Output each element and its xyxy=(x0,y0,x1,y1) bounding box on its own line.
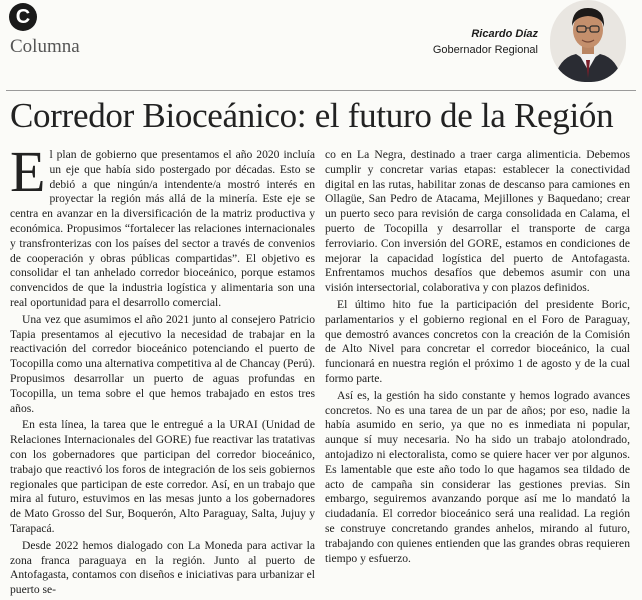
author-role: Gobernador Regional xyxy=(432,44,538,56)
column-logo-badge xyxy=(9,3,37,31)
article-column-right xyxy=(325,148,630,568)
article-paragraph: co en La Negra, destinado a traer carga alimenticia. Debemos cumplir y concretar varias etapas: establecer la conectividad digital en las rutas, habilitar zonas de descanso para camiones en Ollagüe, San Pedro de Atacama, Mejillones y Baquedano; crear un puerto seco para revisión de carga consolidada en Calama, el puerto de Tocopilla y desarrollar el transporte de carga ferroviario. Con inversión del GORE, estamos en condiciones de mejorar la capacidad logística del puerto de Antofagasta. Enfrentamos muchos desafíos que debemos asumir con una visión intersectorial, colaborativa y con plazos definidos. xyxy=(325,148,630,295)
article-paragraph xyxy=(10,139,315,311)
article-paragraph: Así es, la gestión ha sido constante y hemos logrado avances concretos. No es una tarea de un par de años; por eso, nadie la había asumido en serio, ya que no es inmediata ni popular, aunque sí muy necesaria. No ha sido un trabajo atolondrado, antojadizo ni electoralista, como se quiere hacer ver por algunos. Es lamentable que este año todo lo que hagamos sea tildado de acto de campaña sin considerar las gestiones previas. Sin embargo, seguiremos avanzando porque así me lo mandató la ciudadanía. El corredor bioceánico será una realidad. La región se construye concretando grandes anhelos, mirando al futuro, trabajando con quienes entienden que las grandes obras requieren tiempo y esfuerzo. xyxy=(325,388,630,565)
drop-cap: E xyxy=(10,139,46,204)
paragraph-text: l plan de gobierno que presentamos el año 2020 incluía un eje que había sido postergado por décadas. Esto se debió a que ningún/a intendente/a mostró interés en proyectar la región más allá de la minería. Este eje se centra en avanzar en la diversificación de la matriz productiva y económica. Propusimos “fortalecer las relaciones internacionales y transfronterizas con los países del sector a través de convenios de cooperación y obras públicas compartidas”. El objetivo es consolidar el tan anhelado corredor bioceánico, porque estamos convencidos de que la industria logística y alimentaria son una real oportunidad para el desarrollo comercial. xyxy=(10,148,315,309)
header-divider xyxy=(6,90,636,91)
section-label: Columna xyxy=(10,36,80,57)
author-name: Ricardo Díaz xyxy=(471,28,538,40)
article-headline: Corredor Bioceánico: el futuro de la Región xyxy=(10,96,614,135)
article-paragraph: En esta línea, la tarea que le entregué a la URAI (Unidad de Relaciones Internacionales del GORE) fue reactivar las tratativas con los gobernadores que participan del corredor bioceánico, trabajo que reactivó los foros de integración de los seis gobiernos regionales que participan de este corredor. Así, en un trabajo que mira al futuro, estuvimos en las mesas junto a los gobernadores de Mato Grosso del Sur, Boquerón, Alto Paraguay, Salta, Jujuy y Tarapacá. xyxy=(10,418,315,535)
article-paragraph: El último hito fue la participación del presidente Boric, parlamentarios y el gobierno regional en el Foro de Paraguay, que demostró avances concretos con la creación de la Comisión de Alto Nivel para concretar el corredor bioceánico, la cual funcionará en nuestra región el próximo 1 de agosto y de la cual formo parte. xyxy=(325,297,630,385)
author-portrait xyxy=(550,0,626,82)
article-paragraph: Una vez que asumimos el año 2021 junto al consejero Patricio Tapia presentamos al ejecutivo la necesidad de trabajar en la reactivación del corredor bioceánico potenciando el puerto de Tocopilla como una alternativa competitiva al de Chancay (Perú). Propusimos desarrollar un puerto de aguas profundas en Tocopilla, un tema sobre el que hemos trabajado en estos tres años. xyxy=(10,312,315,415)
article-paragraph: Desde 2022 hemos dialogado con La Moneda para activar la zona franca paraguaya en la región. Junto al puerto de Antofagasta, contamos con diseños e iniciativas para urbanizar el puerto se- xyxy=(10,538,315,597)
article-column-left xyxy=(10,139,315,600)
author-portrait-illustration xyxy=(550,0,626,82)
logo-letter: C xyxy=(15,5,31,28)
